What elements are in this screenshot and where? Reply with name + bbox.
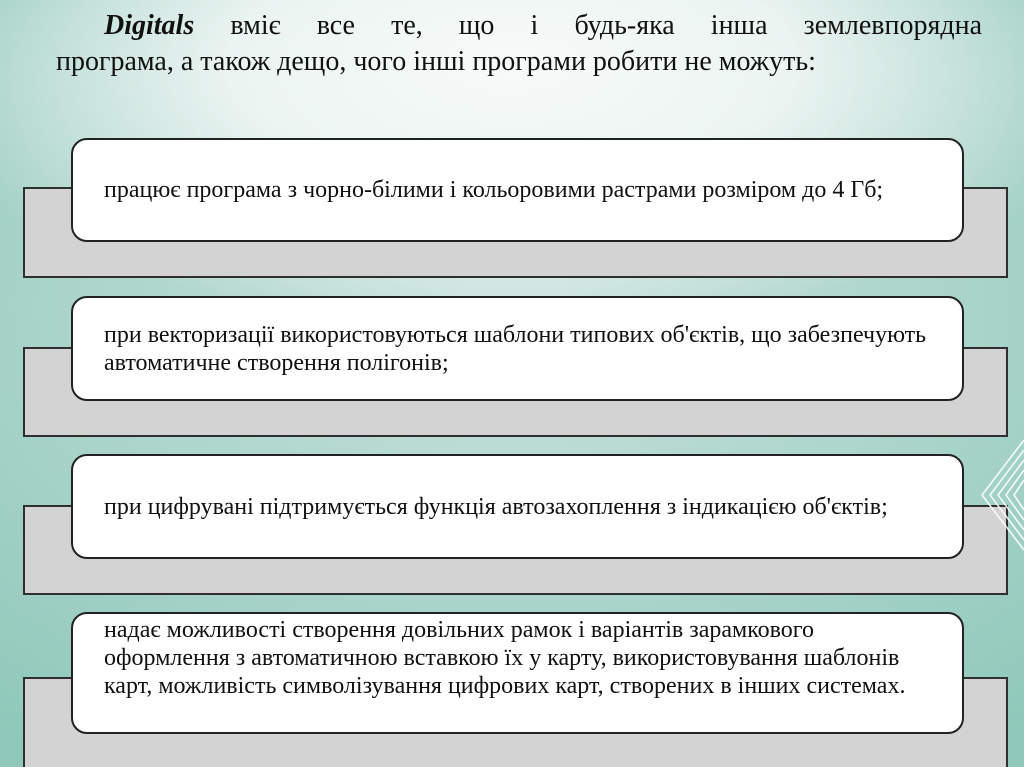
item-card [71, 138, 964, 242]
brand-name: Digitals [104, 10, 195, 41]
item-card [71, 612, 964, 734]
item-card [71, 454, 964, 559]
item-text: при векторизації використовуються шаблони типових об'єктів, що забезпечують автоматичне створення полігонів; [104, 321, 927, 376]
item-text: надає можливості створення довільних рамок і варіантів зарамкового оформлення з автоматичною вставкою їх у карту, використовування шаблонів карт, можливість символізування цифрових карт, створених в інших системах. [104, 617, 906, 699]
item-text: працює програма з чорно-білими і кольоровими растрами розміром до 4 Гб; [104, 177, 884, 203]
item-text: при цифрувані підтримується функція автозахоплення з індикацією об'єктів; [104, 493, 888, 520]
intro-first-line [56, 8, 982, 44]
intro-rest-text: програма, а також дещо, чого інші програми робити не можуть: [56, 46, 816, 77]
intro-line1-text: вміє все те, що і будь-яка інша землевпорядна [230, 10, 983, 41]
intro-paragraph [56, 8, 982, 80]
item-card [71, 296, 964, 401]
